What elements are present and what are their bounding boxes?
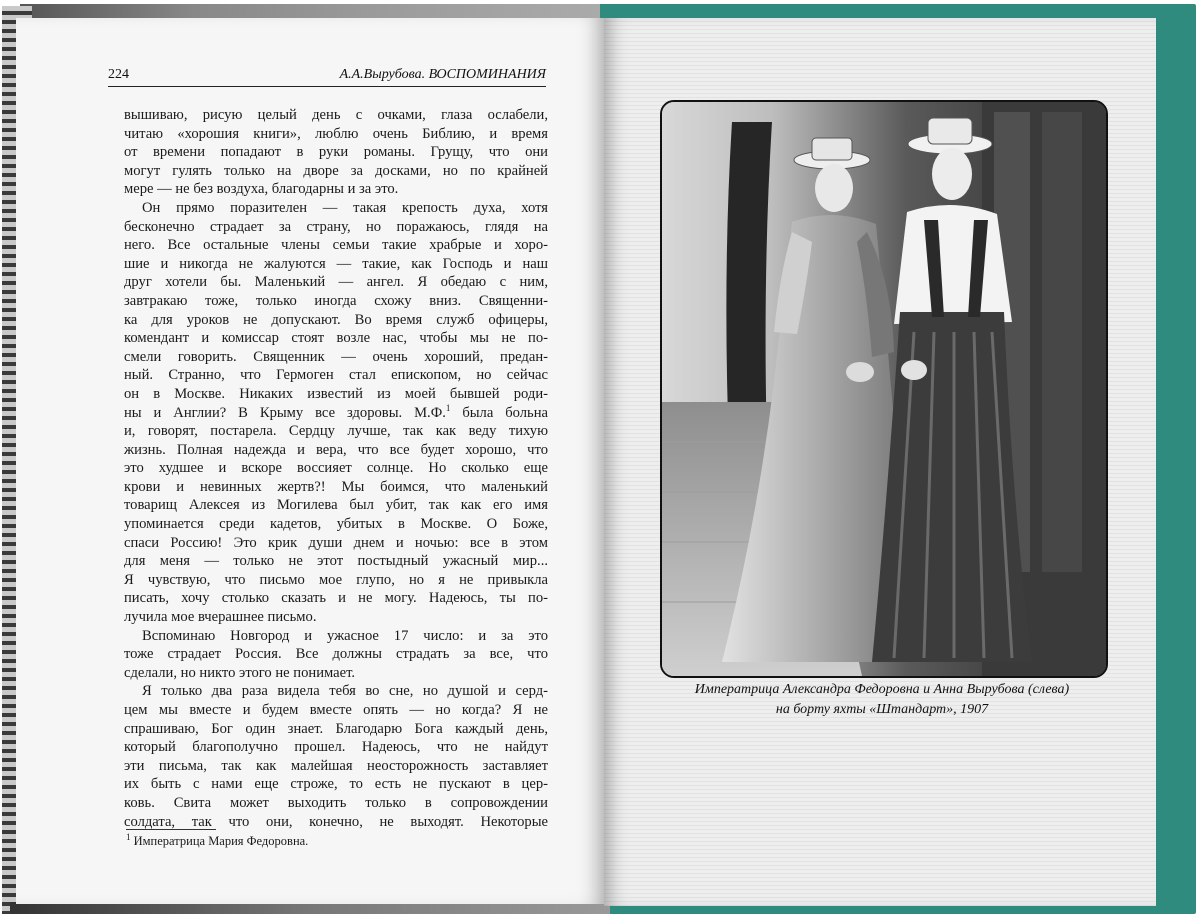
text-line-with-footnote bbox=[124, 404, 548, 423]
text-line: жизнь. Полная надежда и вера, что все будет хорошо, что bbox=[124, 441, 548, 458]
text-line: него. Все остальные члены семьи такие храбрые и хоро- bbox=[124, 237, 548, 254]
page-edge-top bbox=[20, 4, 600, 18]
text-line: от времени попадают в руки романы. Грущу, что они bbox=[124, 144, 548, 161]
text-line: их быть с нами еще строже, то есть не пускают в цер- bbox=[124, 776, 548, 793]
page-number: 224 bbox=[108, 67, 129, 82]
text-line: цем мы вместе и будем вместе опять — но когда? Я не bbox=[124, 702, 548, 718]
text-line: товарищ Алексея из Могилева был убит, так как его имя bbox=[124, 497, 548, 514]
text-line: ный. Странно, что Гермоген стал епископом, но сейчас bbox=[124, 367, 548, 384]
photograph bbox=[660, 100, 1108, 678]
footnote-marker: 1 bbox=[126, 831, 131, 842]
text-line: спрашиваю, Бог один знает. Благодарю Бога каждый день, bbox=[124, 720, 548, 737]
text-line: упоминается среди кадетов, убитых в Москве. О Боже, bbox=[124, 516, 548, 533]
text-line: тоже страдает Россия. Все должны страдать за все, что bbox=[124, 646, 548, 663]
footnote bbox=[126, 831, 546, 849]
text-line: он в Москве. Никаких известий из моей бывшей роди- bbox=[124, 385, 548, 402]
text-line: сделали, но никто этого не понимает. bbox=[124, 664, 356, 681]
text-line: спаси Россию! Это крик души днем и ночью: все в этом bbox=[124, 534, 548, 551]
text-fragment: ны и Англии? В Крыму все здоровы. М.Ф. bbox=[124, 404, 446, 421]
running-head bbox=[108, 56, 546, 87]
text-fragment: была больна bbox=[450, 404, 548, 421]
text-line: Я чувствую, что письмо мое глупо, но я не привыкла bbox=[124, 571, 548, 588]
text-line: крови и невинных жертв?! Мы боимся, что маленький bbox=[124, 478, 548, 495]
text-line: это худшее и вскоре воссияет солнце. Но сколько еще bbox=[124, 460, 548, 477]
text-line: Я только два раза видела тебя во сне, но душой и серд- bbox=[142, 683, 548, 700]
body-text bbox=[124, 106, 548, 831]
text-line: писать, хочу столько сказать и не могу. Надеюсь, ты по- bbox=[124, 590, 548, 607]
text-line: читаю «хорошия книги», люблю очень Библию, и время bbox=[124, 125, 548, 142]
footnote-rule bbox=[126, 829, 216, 830]
text-line: вышиваю, рисую целый день с очками, глаза ослабели, bbox=[124, 107, 548, 123]
text-line: ка для уроков не допускают. Во время служб офицеры, bbox=[124, 311, 548, 328]
caption-line: на борту яхты «Штандарт», 1907 bbox=[775, 702, 989, 717]
text-line: для меня — только не этот постыдный ужасный мир... bbox=[124, 553, 548, 570]
text-line: Вспоминаю Новгород и ужасное 17 число: и за это bbox=[142, 627, 548, 644]
text-line: бесконечно страдает за страну, но поражаюсь, глядя на bbox=[124, 218, 548, 235]
text-line: лучила мое вчерашнее письмо. bbox=[124, 609, 317, 626]
photo-caption bbox=[640, 680, 1124, 720]
text-line: комендант и комиссар стоят возле нас, чтобы мы не по- bbox=[124, 330, 548, 347]
text-line: ковь. Свита может выходить только в сопровождении bbox=[124, 794, 548, 811]
photo-illustration bbox=[662, 102, 1106, 676]
text-line: смели говорить. Священник — очень хороший, предан- bbox=[124, 348, 548, 365]
footnote-text: Императрица Мария Федоровна. bbox=[130, 834, 309, 848]
text-line: завтракаю тоже, только иногда схожу вниз. Священни- bbox=[124, 292, 548, 309]
text-line: и, говорят, постарела. Сердцу лучше, так как веду тихую bbox=[124, 423, 548, 440]
caption-line: Императрица Александра Федоровна и Анна Вырубова (слева) bbox=[694, 682, 1070, 697]
text-line: эти письма, так как малейшая неосторожность заставляет bbox=[124, 757, 548, 774]
text-line: Он прямо поразителен — такая крепость духа, хотя bbox=[142, 199, 548, 216]
text-line: мере — не без воздуха, благодарны и за это. bbox=[124, 181, 399, 198]
text-line: могут гулять только на дворе за досками, но по крайней bbox=[124, 162, 548, 179]
text-line: друг хотели бы. Маленький — ангел. Я обедаю с ним, bbox=[124, 274, 548, 291]
footnote-reference: 1 bbox=[445, 402, 451, 413]
book-title: А.А.Вырубова. ВОСПОМИНАНИЯ bbox=[339, 67, 546, 82]
text-line: шие и никогда не жалуются — такие, как Господь и наш bbox=[124, 255, 548, 272]
text-line: который благополучно прошел. Надеюсь, что не найдут bbox=[124, 739, 548, 756]
text-line: солдата, так что они, конечно, не выходят. Некоторые bbox=[124, 813, 548, 830]
